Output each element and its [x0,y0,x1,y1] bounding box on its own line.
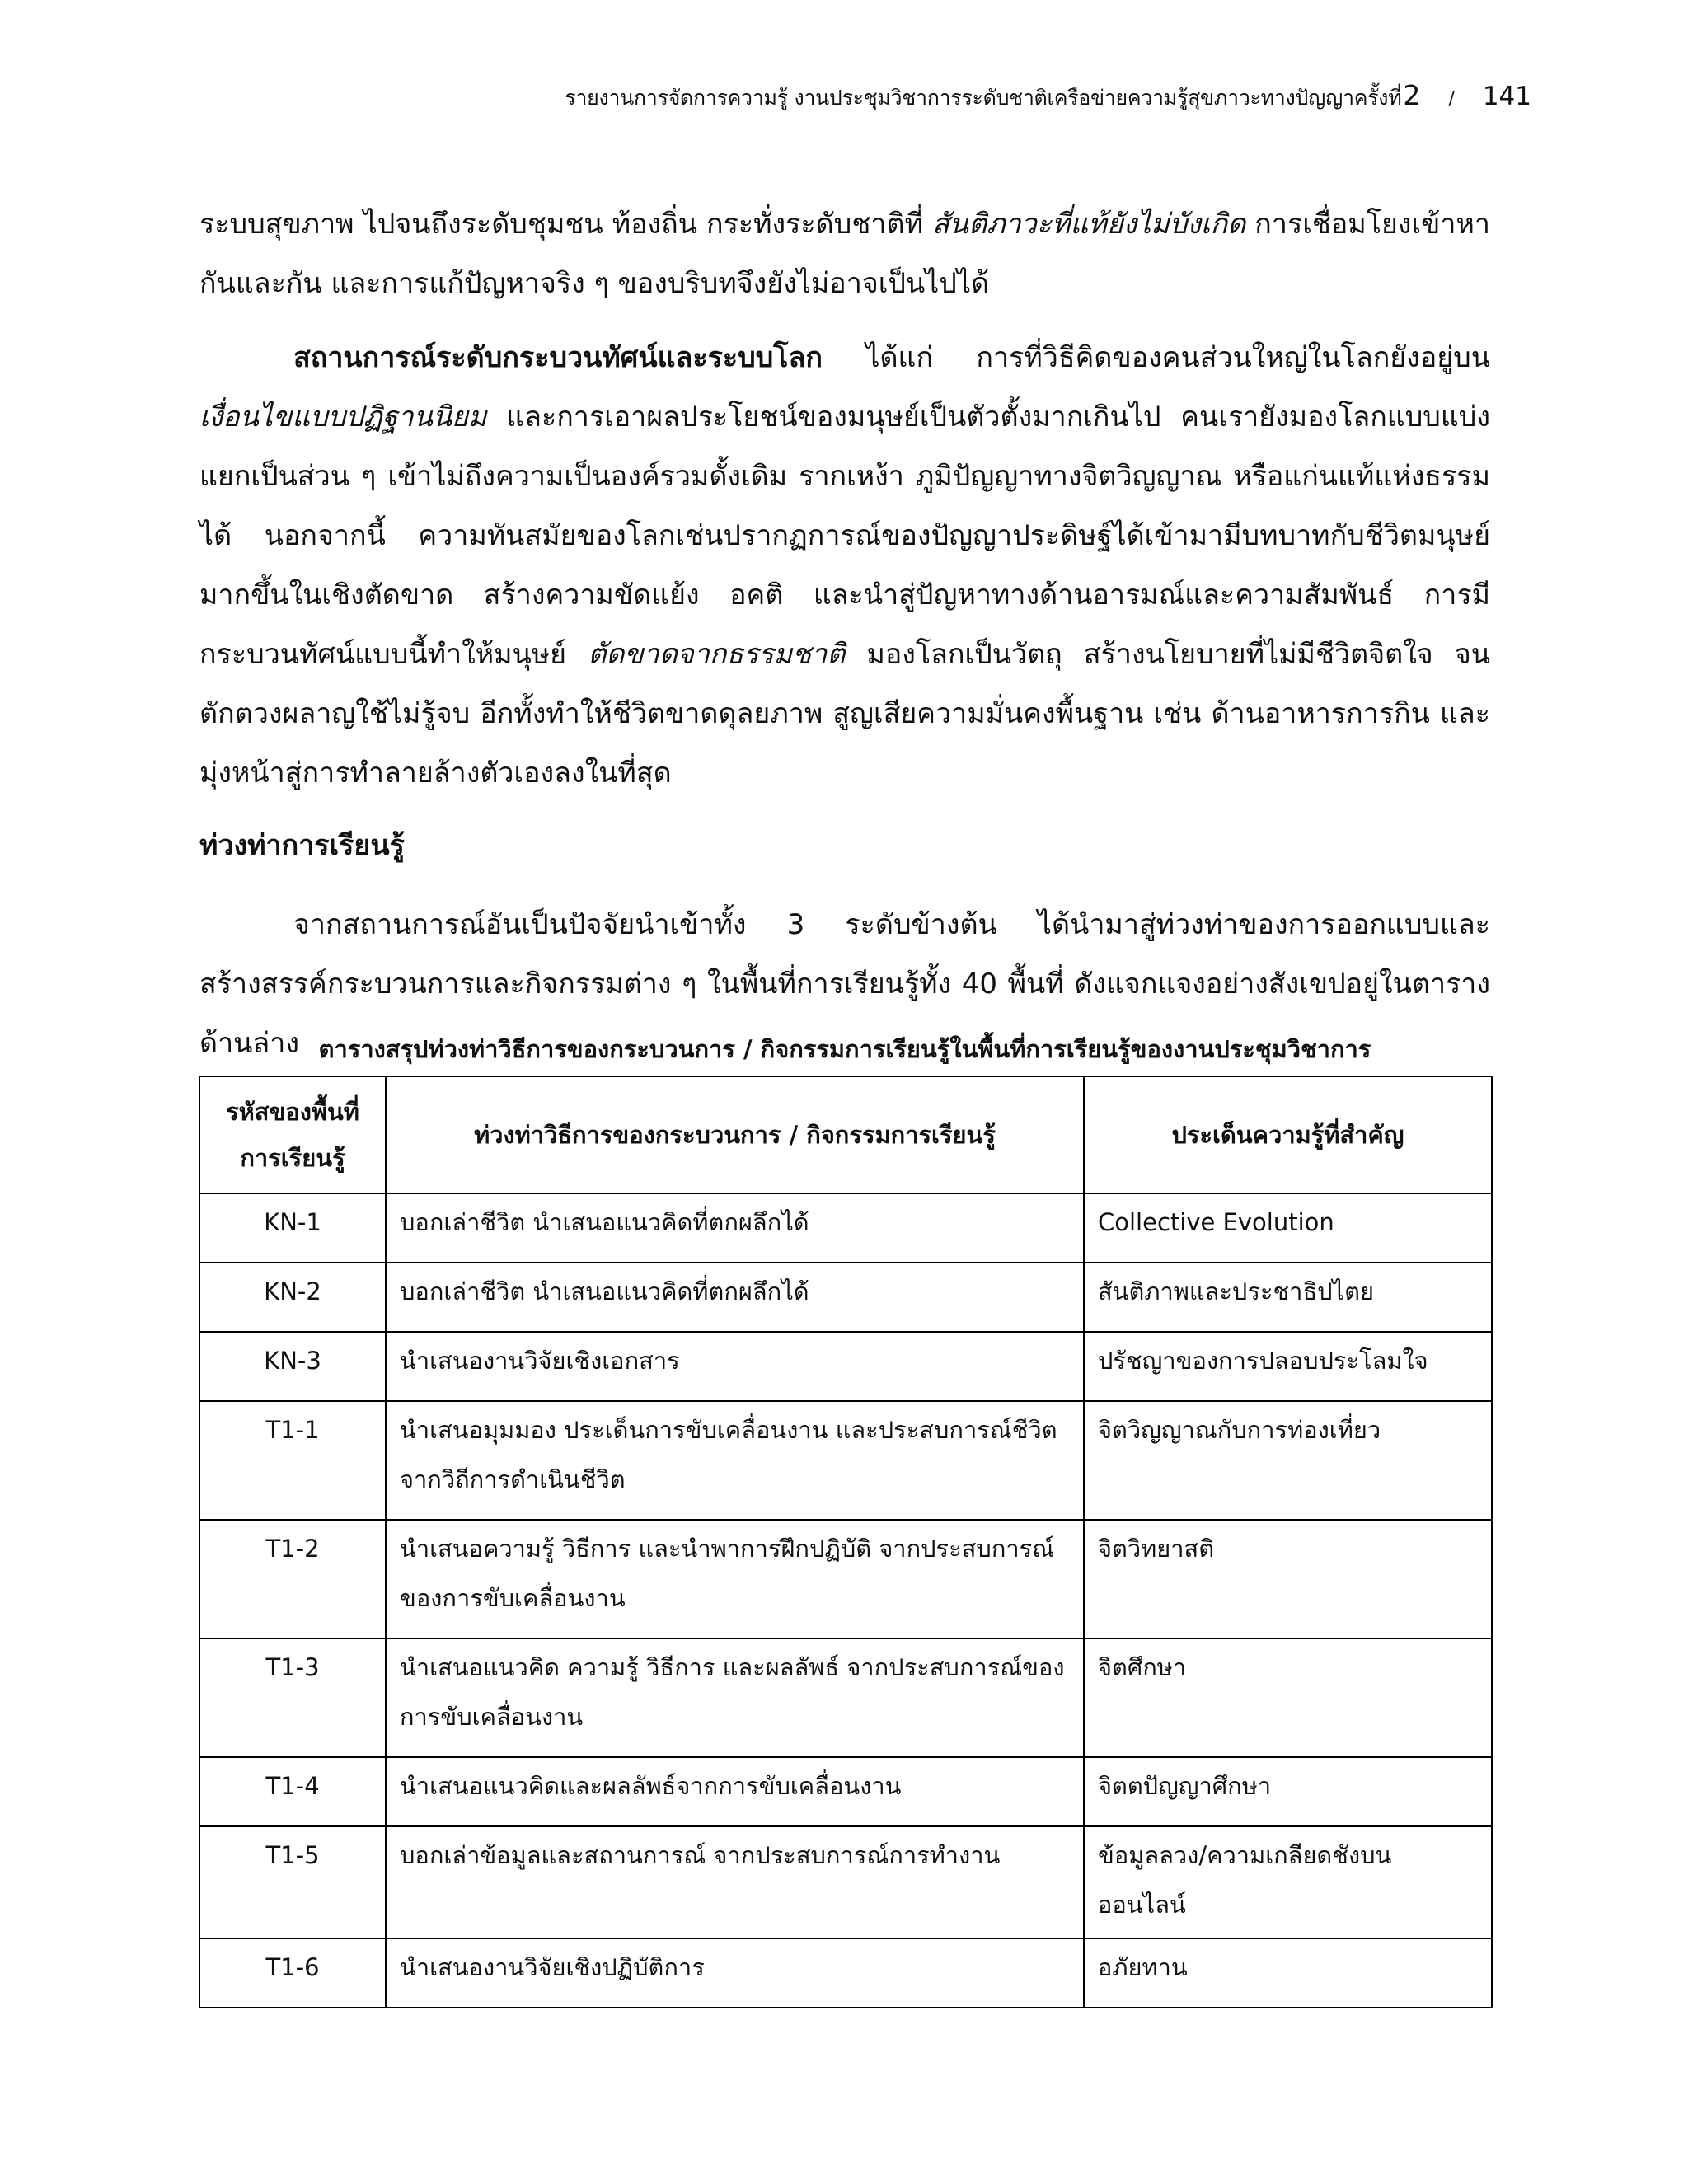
cell-topic: สันติภาพและประชาธิปไตย [1084,1263,1492,1332]
cell-topic: อภัยทาน [1084,1938,1492,2008]
page-number: 141 [1482,82,1531,111]
cell-topic: Collective Evolution [1084,1193,1492,1263]
column-header-method: ท่วงท่าวิธีการของกระบวนการ / กิจกรรมการเรียนรู้ [386,1076,1084,1193]
cell-topic: จิตวิทยาสติ [1084,1520,1492,1638]
paragraph-health-system [199,194,1490,313]
table-row [199,1757,1492,1826]
cell-topic: จิตศึกษา [1084,1638,1492,1757]
running-header [198,79,1531,115]
table-row [199,1401,1492,1520]
cell-code: T1-5 [199,1826,386,1938]
table-row [199,1938,1492,2008]
column-header-topic: ประเด็นความรู้ที่สำคัญ [1084,1076,1492,1193]
table-row [199,1520,1492,1638]
cell-code: T1-2 [199,1520,386,1638]
cell-code: KN-1 [199,1193,386,1263]
cell-topic: ปรัชญาของการปลอบประโลมใจ [1084,1332,1492,1401]
paragraph-learning-stances: จากสถานการณ์อันเป็นปัจจัยนำเข้าทั้ง 3 ระดับข้างต้น ได้นำมาสู่ท่วงท่าของการออกแบบและสร้างสรรค์กระบวนการและกิจกรรมต่าง ๆ ในพื้นที่การเรียนรู้ทั้ง 40 พื้นที่ ดังแจกแจงอย่างสังเขปอยู่ในตารางด้านล่าง [199,908,1490,1060]
paragraph-text: และการเอาผลประโยชน์ของมนุษย์เป็นตัวตั้งมากเกินไป คนเรายังมองโลกแบบแบ่งแยกเป็นส่วน ๆ เข้าไม่ถึงความเป็นองค์รวมดั้งเดิม รากเหง้า ภูมิปัญญาทางจิตวิญญาณ หรือแก่นแท้แห่งธรรมได้ นอกจากนี้ ความทันสมัยของโลกเช่นปรากฏการณ์ของปัญญาประดิษฐ์ได้เข้ามามีบทบาทกับชีวิตมนุษย์มากขึ้นในเชิงตัดขาด สร้างความขัดแย้ง อคติ และนำสู่ปัญหาทางด้านอารมณ์และความสัมพันธ์ การมีกระบวนทัศน์แบบนี้ทำให้มนุษย์ [199,401,1490,671]
cell-method: นำเสนอความรู้ วิธีการ และนำพาการฝึกปฏิบัติ จากประสบการณ์ของการขับเคลื่อนงาน [386,1520,1084,1638]
learning-summary-table [199,1076,1493,2008]
cell-method: นำเสนองานวิจัยเชิงเอกสาร [386,1332,1084,1401]
table-row [199,1332,1492,1401]
cell-code: T1-6 [199,1938,386,2008]
cell-code: KN-3 [199,1332,386,1401]
table-header-row [199,1076,1492,1193]
cell-topic: จิตตปัญญาศึกษา [1084,1757,1492,1826]
italic-phrase: ตัดขาดจากธรรมชาติ [588,638,846,671]
cell-topic: ข้อมูลลวง/ความเกลียดชังบนออนไลน์ [1084,1826,1492,1938]
cell-method: นำเสนอมุมมอง ประเด็นการขับเคลื่อนงาน และประสบการณ์ชีวิตจากวิถีการดำเนินชีวิต [386,1401,1084,1520]
cell-method: บอกเล่าชีวิต นำเสนอแนวคิดที่ตกผลึกได้ [386,1263,1084,1332]
paragraph-text: ระบบสุขภาพ ไปจนถึงระดับชุมชน ท้องถิ่น กระทั่งระดับชาติที่ [199,208,933,241]
cell-code: T1-3 [199,1638,386,1757]
column-header-code: รหัสของพื้นที่การเรียนรู้ [199,1076,386,1193]
paragraph-text: การเชื่อมโยงเข้าหากันและกัน และการแก้ปัญหาจริง ๆ ของบริบทจึงยังไม่อาจเป็นไปได้ [199,208,1490,300]
cell-method: นำเสนองานวิจัยเชิงปฏิบัติการ [386,1938,1084,2008]
cell-code: T1-1 [199,1401,386,1520]
cell-topic: จิตวิญญาณกับการท่องเที่ยว [1084,1401,1492,1520]
section-heading: ท่วงท่าการเรียนรู้ [199,829,405,862]
table-row [199,1638,1492,1757]
cell-method: บอกเล่าชีวิต นำเสนอแนวคิดที่ตกผลึกได้ [386,1193,1084,1263]
table-row [199,1263,1492,1332]
table-row [199,1826,1492,1938]
italic-phrase: สันติภาวะที่แท้ยังไม่บังเกิด [932,208,1246,241]
paragraph-text: ได้แก่ การที่วิธีคิดของคนส่วนใหญ่ในโลกยังอยู่บน [822,341,1490,374]
paragraph-worldview [199,328,1490,803]
edition-number: 2 [1403,79,1421,111]
bold-lead-phrase: สถานการณ์ระดับกระบวนทัศน์และระบบโลก [293,341,823,374]
table-caption: ตารางสรุปท่วงท่าวิธีการของกระบวนการ / กิจกรรมการเรียนรู้ในพื้นที่การเรียนรู้ของงานประชุมวิชาการ [318,1035,1372,1063]
cell-method: นำเสนอแนวคิด ความรู้ วิธีการ และผลลัพธ์ จากประสบการณ์ของการขับเคลื่อนงาน [386,1638,1084,1757]
running-title: รายงานการจัดการความรู้ งานประชุมวิชาการระดับชาติเครือข่ายความรู้สุขภาวะทางปัญญาครั้งที่ [565,86,1402,110]
cell-method: นำเสนอแนวคิดและผลลัพธ์จากการขับเคลื่อนงาน [386,1757,1084,1826]
cell-code: KN-2 [199,1263,386,1332]
italic-phrase: เงื่อนไขแบบปฏิฐานนิยม [199,401,487,434]
cell-method: บอกเล่าข้อมูลและสถานการณ์ จากประสบการณ์การทำงาน [386,1826,1084,1938]
header-separator: / [1448,89,1455,110]
table-row [199,1193,1492,1263]
paragraph-text: มองโลกเป็นวัตถุ สร้างนโยบายที่ไม่มีชีวิตจิตใจ จนตักตวงผลาญใช้ไม่รู้จบ อีกทั้งทำให้ชีวิตขาดดุลยภาพ สูญเสียความมั่นคงพื้นฐาน เช่น ด้านอาหารการกิน และมุ่งหน้าสู่การทำลายล้างตัวเองลงในที่สุด [199,638,1490,790]
cell-code: T1-4 [199,1757,386,1826]
